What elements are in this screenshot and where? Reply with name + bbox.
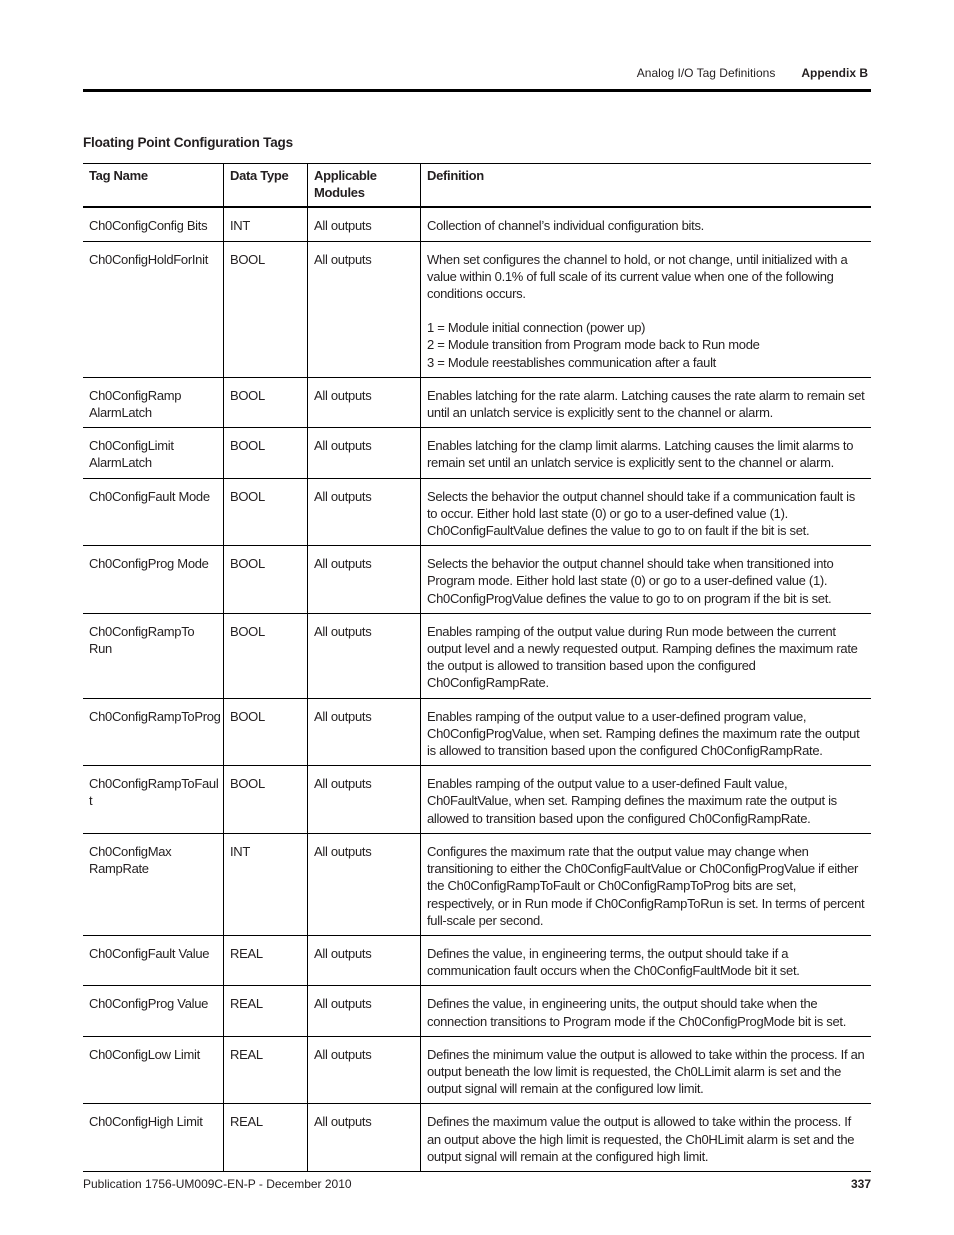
definition-cell bbox=[420, 378, 871, 427]
tag-name-cell: Ch0ConfigRampTo Run bbox=[89, 623, 195, 657]
data-type-cell: REAL bbox=[223, 1037, 307, 1104]
applicable-modules-cell: All outputs bbox=[307, 699, 420, 766]
definition-paragraph: Selects the behavior the output channel should take when transitioned into Program mode. Either hold last state (0) or go to a user-defined value (1). Ch0ConfigProgValue defines the value to go to on program if the bit is set. bbox=[427, 556, 834, 606]
table-row bbox=[83, 986, 871, 1036]
table-row bbox=[83, 242, 871, 378]
definition-cell bbox=[420, 614, 871, 698]
applicable-modules-cell: All outputs bbox=[307, 614, 420, 698]
tag-name-cell: Ch0ConfigRampToProg bbox=[89, 708, 221, 724]
table-row bbox=[83, 614, 871, 699]
tag-name-cell: Ch0ConfigMax RampRate bbox=[89, 843, 172, 877]
applicable-modules-cell: All outputs bbox=[307, 242, 420, 377]
data-type-cell: INT bbox=[223, 834, 307, 935]
applicable-modules-cell: All outputs bbox=[307, 208, 420, 240]
column-header-definition: Definition bbox=[420, 164, 871, 206]
table-row bbox=[83, 766, 871, 834]
definition-cell bbox=[420, 428, 871, 477]
column-header-data-type: Data Type bbox=[223, 164, 307, 206]
tag-name-cell: Ch0ConfigFault Value bbox=[89, 945, 210, 961]
table-row bbox=[83, 208, 871, 241]
tag-name-cell: Ch0ConfigConfig Bits bbox=[89, 218, 208, 234]
definition-cell bbox=[420, 699, 871, 766]
definition-paragraph: Configures the maximum rate that the output value may change when transitioning to either the Ch0ConfigFaultValue or Ch0ConfigProgValue if either the Ch0ConfigRampToFault or Ch0ConfigRampToProg bits are set, respectively, or in Run mode if Ch0ConfigRampToRun is set. In terms of percent full-scale per second. bbox=[427, 843, 865, 928]
table-row bbox=[83, 378, 871, 428]
config-tags-table bbox=[83, 163, 871, 1172]
table-row bbox=[83, 479, 871, 547]
applicable-modules-cell: All outputs bbox=[307, 936, 420, 985]
table-row bbox=[83, 834, 871, 936]
data-type-cell: BOOL bbox=[223, 699, 307, 766]
paragraph-spacer bbox=[427, 302, 865, 319]
header-appendix: Appendix B bbox=[801, 66, 868, 80]
definition-paragraph: Enables latching for the rate alarm. Latching causes the rate alarm to remain set until an unlatch service is explicitly sent to the channel or alarm. bbox=[427, 387, 865, 421]
definition-paragraph: Defines the minimum value the output is allowed to take within the process. If an output beneath the low limit is requested, the Ch0LLimit alarm is set and the output signal will remain at the configured low limit. bbox=[427, 1046, 865, 1097]
column-header-tag-name: Tag Name bbox=[89, 168, 148, 183]
table-header-row bbox=[83, 164, 871, 208]
definition-cell bbox=[420, 1104, 871, 1171]
definition-paragraph: Collection of channel’s individual configuration bits. bbox=[427, 218, 704, 234]
definition-cell bbox=[420, 242, 871, 377]
data-type-cell: REAL bbox=[223, 986, 307, 1035]
data-type-cell: BOOL bbox=[223, 242, 307, 377]
data-type-cell: BOOL bbox=[223, 766, 307, 833]
data-type-cell: INT bbox=[223, 208, 307, 240]
data-type-cell: REAL bbox=[223, 1104, 307, 1171]
data-type-cell: BOOL bbox=[223, 428, 307, 477]
tag-name-cell: Ch0ConfigRamp AlarmLatch bbox=[89, 387, 182, 421]
definition-cell bbox=[420, 479, 871, 546]
applicable-modules-cell: All outputs bbox=[307, 766, 420, 833]
tag-name-cell: Ch0ConfigRampToFaul t bbox=[89, 776, 219, 809]
definition-paragraph: When set configures the channel to hold, or not change, until initialized with a value within 0.1% of full scale of its current value when one of the following conditions occurs. bbox=[427, 251, 848, 302]
table-row bbox=[83, 546, 871, 614]
applicable-modules-cell: All outputs bbox=[307, 546, 420, 613]
definition-cell bbox=[420, 546, 871, 613]
table-row bbox=[83, 1104, 871, 1172]
data-type-cell: REAL bbox=[223, 936, 307, 985]
header-section-title: Analog I/O Tag Definitions bbox=[636, 66, 776, 80]
definition-cell bbox=[420, 986, 871, 1035]
data-type-cell: BOOL bbox=[223, 546, 307, 613]
definition-cell bbox=[420, 766, 871, 833]
data-type-cell: BOOL bbox=[223, 614, 307, 698]
definition-cell bbox=[420, 936, 871, 985]
definition-cell bbox=[420, 834, 871, 935]
data-type-cell: BOOL bbox=[223, 479, 307, 546]
definition-paragraph: 1 = Module initial connection (power up) 2 = Module transition from Program mode back to Run mode 3 = Module reestablishes communication after a fault bbox=[427, 320, 760, 370]
definition-paragraph: Enables ramping of the output value to a user-defined program value, Ch0ConfigProgValue, when set. Ramping defines the maximum rate the output is allowed to transition based upon the configured Ch0ConfigRampRate. bbox=[427, 708, 860, 759]
definition-paragraph: Defines the maximum value the output is allowed to take within the process. If an output above the high limit is requested, the Ch0HLimit alarm is set and the output signal will remain at the configured high limit. bbox=[427, 1114, 855, 1164]
definition-paragraph: Enables latching for the clamp limit alarms. Latching causes the limit alarms to remain set until an unlatch service is explicitly sent to the channel or alarm. bbox=[427, 438, 854, 471]
applicable-modules-cell: All outputs bbox=[307, 834, 420, 935]
applicable-modules-cell: All outputs bbox=[307, 428, 420, 477]
table-row bbox=[83, 428, 871, 478]
applicable-modules-cell: All outputs bbox=[307, 1037, 420, 1104]
header-rule bbox=[83, 89, 871, 92]
tag-name-cell: Ch0ConfigHigh Limit bbox=[89, 1114, 203, 1130]
table-body bbox=[83, 208, 871, 1172]
publication-number: Publication 1756-UM009C-EN-P - December 2010 bbox=[83, 1177, 352, 1191]
definition-paragraph: Enables ramping of the output value during Run mode between the current output level and a newly requested output. Ramping defines the maximum rate the output is allowed to transition based upon the configured Ch0ConfigRampRate. bbox=[427, 623, 858, 691]
applicable-modules-cell: All outputs bbox=[307, 1104, 420, 1171]
definition-paragraph: Defines the value, in engineering units, the output should take when the connection transitions to Program mode if the Ch0ConfigProgMode bit is set. bbox=[427, 996, 847, 1029]
tag-name-cell: Ch0ConfigHoldForInit bbox=[89, 251, 209, 267]
data-type-cell: BOOL bbox=[223, 378, 307, 427]
definition-paragraph: Selects the behavior the output channel should take if a communication fault is to occur. Either hold last state (0) or go to a user-defined value (1). Ch0ConfigFaultValue defines the value to go to on fault if the bit is set. bbox=[427, 488, 855, 539]
applicable-modules-cell: All outputs bbox=[307, 378, 420, 427]
tag-name-cell: Ch0ConfigProg Value bbox=[89, 996, 209, 1012]
table-row bbox=[83, 699, 871, 767]
table-row bbox=[83, 936, 871, 986]
column-header-applicable-modules: Applicable Modules bbox=[307, 164, 420, 206]
running-header bbox=[637, 66, 868, 80]
applicable-modules-cell: All outputs bbox=[307, 479, 420, 546]
definition-cell bbox=[420, 1037, 871, 1104]
tag-name-cell: Ch0ConfigLimit AlarmLatch bbox=[89, 438, 174, 471]
table-title: Floating Point Configuration Tags bbox=[83, 135, 293, 150]
definition-paragraph: Enables ramping of the output value to a user-defined Fault value, Ch0FaultValue, when set. Ramping defines the maximum rate the output is allowed to transition based upon the configured Ch0ConfigRampRate. bbox=[427, 776, 837, 826]
tag-name-cell: Ch0ConfigProg Mode bbox=[89, 556, 209, 572]
tag-name-cell: Ch0ConfigLow Limit bbox=[89, 1046, 200, 1062]
page-number: 337 bbox=[850, 1177, 871, 1191]
page-footer bbox=[83, 1177, 871, 1191]
tag-name-cell: Ch0ConfigFault Mode bbox=[89, 488, 210, 504]
definition-paragraph: Defines the value, in engineering terms, the output should take if a communication fault occurs when the Ch0ConfigFaultMode bit it set. bbox=[427, 945, 800, 979]
table-row bbox=[83, 1037, 871, 1105]
definition-cell bbox=[420, 208, 871, 240]
applicable-modules-cell: All outputs bbox=[307, 986, 420, 1035]
